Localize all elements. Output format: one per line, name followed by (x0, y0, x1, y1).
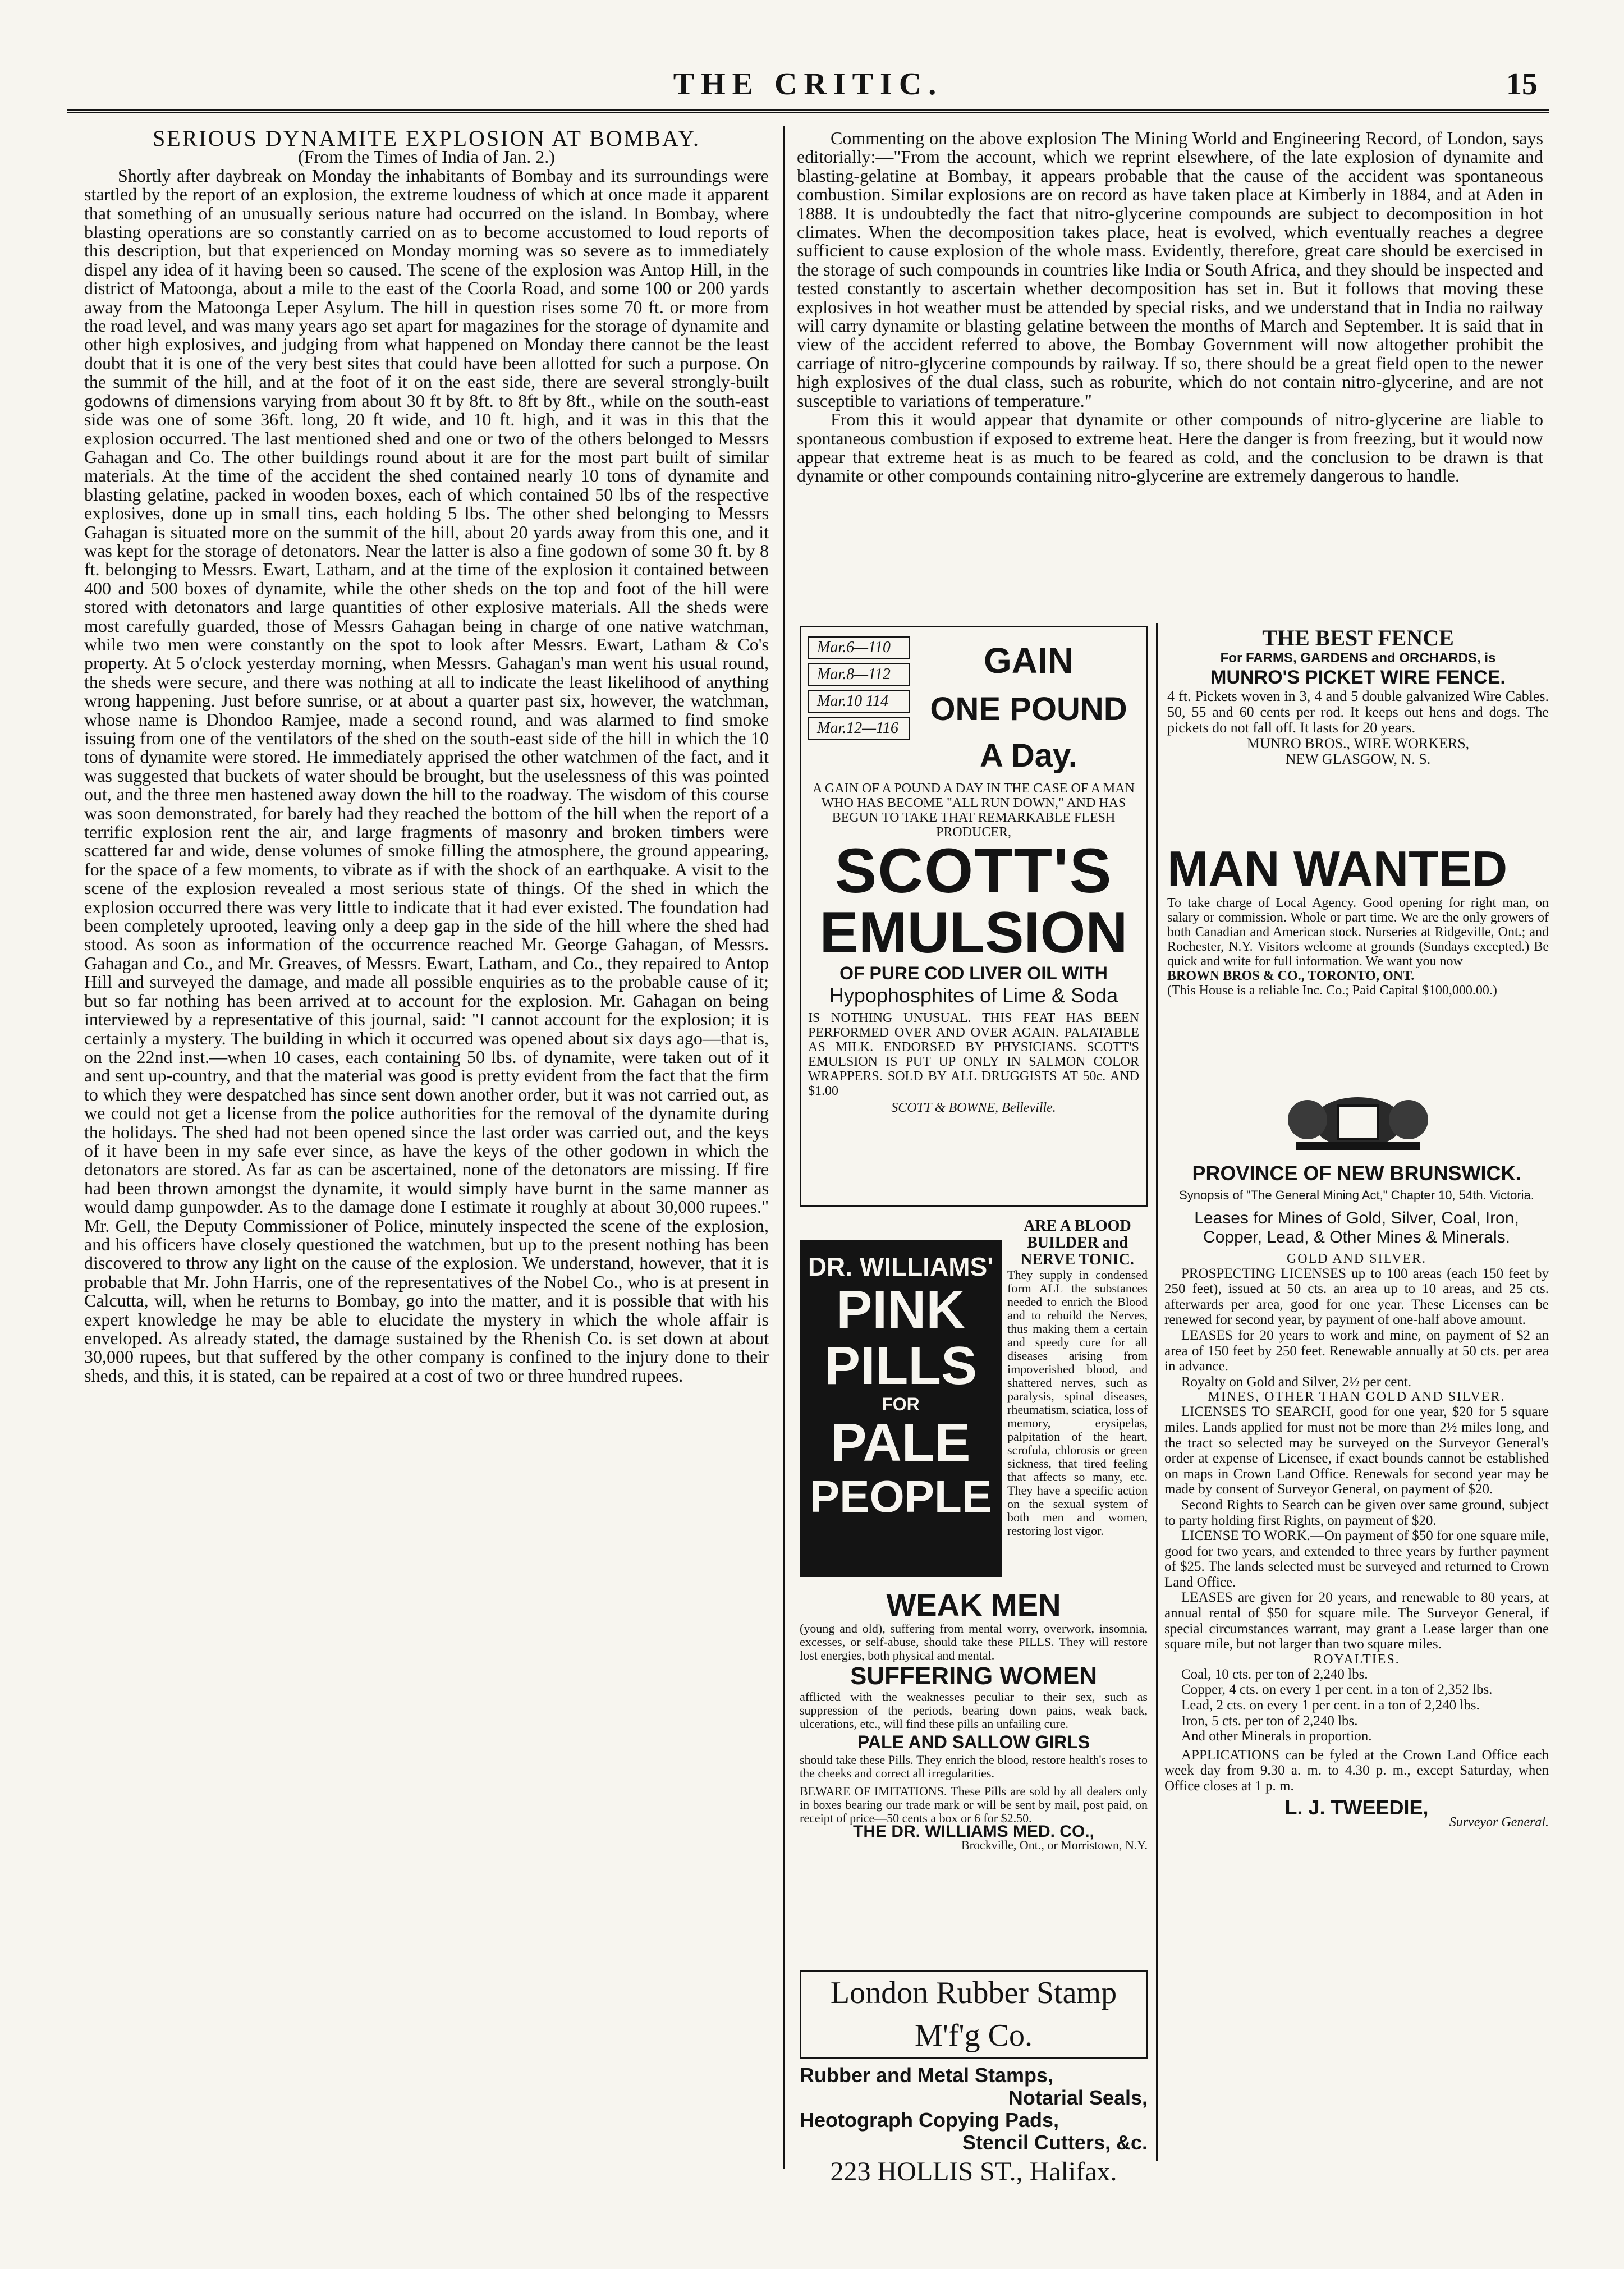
scotts-emulsion-ad: Mar.6—110 Mar.8—112 Mar.10 114 Mar.12—116 GAIN ONE POUND A Day. A GAIN OF A POUND A DAY IN THE CASE OF A MAN WHO HAS BECOME "ALL RUN DOWN," AND HAS BEGUN TO TAKE THAT REMARKABLE FLESH PRODUCER, SCOTT'S EMULSION OF PURE COD LIVER OIL WITH Hypophosphites of Lime & Soda IS NOTHING UNUSUAL. THIS FEAT HAS BEEN PERFORMED OVER AND OVER AGAIN. PALATABLE AS MILK. ENDORSED BY PHYSICIANS. SCOTT'S EMULSION IS PUT UP ONLY IN SALMON COLOR WRAPPERS. SOLD BY ALL DRUGGISTS AT 50c. AND $1.00 SCOTT & BOWNE, Belleville. (800, 626, 1148, 1207)
pills-brand-block: DR. WILLIAMS' PINK PILLS FOR PALE PEOPLE (800, 1240, 1002, 1577)
page-number: 15 (1506, 67, 1538, 102)
scotts-name: SCOTT'S (834, 836, 1113, 906)
man-wanted-ad: MAN WANTED To take charge of Local Agency. Good opening for right man, on salary or commission. Whole or part time. We are the only growers of both Canadian and American stock. Nurseries at Ridgeville, Ont.; and Rochester, N.Y. Visitors welcome at grounds (Sundays excepted.) Be quick and write for full information. We want you now BROWN BROS & CO., TORONTO, ONT. (This House is a reliable Inc. Co.; Paid Capital $100,000.00.) (1167, 841, 1549, 998)
weight-scale: Mar.6—110 Mar.8—112 Mar.10 114 Mar.12—116 (808, 634, 910, 774)
article-column-right (797, 129, 1543, 617)
article-paragraph: Shortly after daybreak on Monday the inhabitants of Bombay and its surroundings were startled by the report of an explosion, the extreme loudness of which at once made it apparent that something of an unusually serious nature had occurred on the island. In Bombay, where blasting operations are so constantly carried on as to become accustomed to loud reports of this description, but that experienced on Monday morning was so severe as to immediately dispel any idea of it having been so caused. The scene of the explosion was Antop Hill, in the district of Matoonga, about a mile to the east of the Coorla Road, and some 100 or 200 yards away from the Matoonga Leper Asylum. The hill in question rises some 70 ft. or more from the road level, and was many years ago set apart for magazines for the storage of dynamite and other high explosives, and judging from what happened on Monday there cannot be the least doubt that it is one of the very best sites that could have been allotted for such a purpose. On the summit of the hill, and at the foot of it on the east side, there are several strongly-built godowns of dimensions varying from about 30 ft by 8ft. to 8ft by 8ft., while on the south-east side was one of some 36ft. long, 20 ft wide, and 10 ft. high, and it was in this that the explosion occurred. The last mentioned shed and one or two of the others belonged to Messrs Gahagan and Co. The other buildings round about it are for the most part built of similar materials. At the time of the accident the shed contained nearly 10 tons of dynamite and blasting gelatine, packed in wooden boxes, each of which contained 50 lbs of the respective explosives, done up in small tins, each holding 5 lbs. The other shed belonging to Messrs Gahagan is situated more on the summit of the hill, about 20 yards away from this one, and it was kept for the storage of detonators. Near the latter is also a fine godown of some 30 ft. by 8 ft. belonging to Messrs. Ewart, Latham, and at the time of the explosion it contained between 400 and 500 boxes of dynamite, while the other sheds on the top and foot of the hill were stored with detonators and large quantities of other explosive materials. All the sheds were most carefully guarded, those of Messrs Gahagan being in charge of one native watchman, while two men were constantly on the spot to look after Messrs. Ewart, Latham & Co's property. At 5 o'clock yesterday morning, when Messrs. Gahagan's man went his usual round, the sheds were secure, and there was nothing at all to indicate the least likelihood of anything wrong happening. Just before sunrise, or at about a quarter past six, however, the watchman, whose name is Dhondoo Ramjee, made a second round, and was alarmed to find smoke issuing from one of the ventilators of the shed on the south-east side of the hill in which the 10 tons of dynamite were stored. He immediately apprised the other watchmen of the fact, and it was suggested that buckets of water should be brought, but the uselessness of this was pointed out, and the three men hastened away down the hill to the roadway. The wisdom of this course was soon demonstrated, for barely had they reached the bottom of the hill when the report of a terrific explosion rent the air, and large fragments of masonry and broken timbers were scattered far and wide, dense volumes of smoke filling the atmosphere, the ground appearing, for the space of a few moments, to vibrate as if with the shock of an earthquake. A visit to the scene of the explosion revealed a most serious state of things. Of the shed in which the explosion occurred there was very little to indicate that it had ever existed. The foundation had been completely uprooted, leaving only a deep gap in the side of the hill where the shed had stood. As soon as information of the occurrence reached Mr. George Gahagan, of Messrs. Gahagan and Co., and Mr. Greaves, of Messrs. Ewart, Latham, and Co., they repaired to Antop Hill and surveyed the damage, and made all possible enquiries as to the probable cause of it; but so far nothing has been arrived at to account for the explosion. Mr. Gahagan on being interviewed by a representative of this journal, said: "I cannot account for the explosion; it is certainly a mystery. The building in which it occurred was opened about six days ago—that is, on the 22nd inst.—when 10 cases, each containing 50 lbs. of dynamite, were taken out of it and sent up-country, and that the material was good is pretty evident from the fact that the firm to which they were despatched has since sent down another order, but it was not carried out, as we could not get a license from the police authorities for the removal of the dynamite during the holidays. The shed had not been opened since the last order was carried out, and the keys of it have been in my safe ever since, as have the keys of the other godown in which the detonators are stored. As far as can be ascertained, none of the detonators are missing. If fire had been thrown amongst the dynamite, it would simply have burnt in the same manner as would damp gunpowder. As to the damage done I estimate it roughly at about 30,000 rupees." Mr. Gell, the Deputy Commissioner of Police, minutely inspected the scene of the explosion, and his officers have closely questioned the watchmen, but up to the present nothing has been discovered to throw any light on the cause of the explosion. We understand, however, that it is probable that Mr. John Harris, one of the representatives of the Nobel Co., who is at present in Calcutta, will, when he returns to Bombay, go into the matter, and it is possible that with his expert knowledge he may be able to elucidate the mystery in which the whole affair is enveloped. As already stated, the damage sustained by the Rhenish Co. is set down at about 30,000 rupees, but that suffered by the other company is confined to the injury done to their sheds, and this, it is stated, can be repaired at a cost of two or three hundred rupees. (84, 165, 769, 1386)
article-paragraph: From this it would appear that dynamite or other compounds of nitro-glycerine are liable to spontaneous combustion if exposed to extreme heat. Here the danger is from freezing, but it would now appear that extreme heat is as much to be feared as cold, and the conclusion to be drawn is that dynamite or other compounds containing nitro-glycerine are extremely dangerous to handle. (797, 409, 1543, 486)
ad-divider (1156, 623, 1158, 2161)
page-header (67, 62, 1549, 107)
fence-ad: THE BEST FENCE For FARMS, GARDENS and ORCHARDS, is MUNRO'S PICKET WIRE FENCE. 4 ft. Pickets woven in 3, 4 and 5 double galvanized Wire Cables. 50, 55 and 60 cents per rod. It keeps out hens and dogs. The pickets do not fall off. It lasts for 20 years. MUNRO BROS., WIRE WORKERS, NEW GLASGOW, N. S. (1167, 625, 1549, 767)
article-source: (From the Times of India of Jan. 2.) (298, 146, 555, 167)
newspaper-title: THE CRITIC. (673, 67, 943, 102)
column-divider (783, 126, 785, 2169)
rubber-stamp-ad: London Rubber Stamp M'f'g Co. Rubber and Metal Stamps, Notarial Seals, Heotograph Copying Pads, Stencil Cutters, &c. 223 HOLLIS ST., Halifax. (800, 1970, 1148, 2161)
article-column-left (84, 129, 769, 2161)
article-paragraph: Commenting on the above explosion The Mining World and Engineering Record, of London, says editorially:—"From the account, which we reprint elsewhere, of the late explosion of dynamite and blasting-gelatine at Bombay, it appears probable that the cause of the accident was spontaneous combustion. Similar explosions are on record as have taken place at Kimberly in 1884, and at Aden in 1888. It is undoubtedly the fact that nitro-glycerine compounds are subject to decomposition in hot climates. When the decomposition takes place, heat is evolved, which eventually reaches a degree sufficient to cause explosion of the whole mass. Evidently, therefore, great care should be exercised in the storage of such compounds in countries like India or South Africa, and they should be inspected and tested constantly to ascertain whether decomposition has set in. But it follows that moving these explosives in hot weather must be attended by special risks, and we understand that in India no railway will carry dynamite or blasting gelatine between the months of March and September. It is said that in view of the accident referred to above, the Bombay Government will now altogether prohibit the carriage of nitro-glycerine compounds by railway. If so, there should be a great field open to the newer high explosives of the dual class, such as roburite, which do not contain nitro-glycerine, and are not susceptible to variations of temperature." (797, 129, 1543, 411)
pink-pills-ad: DR. WILLIAMS' PINK PILLS FOR PALE PEOPLE ARE A BLOOD BUILDER and NERVE TONIC. They supply in condensed form ALL the substances needed to enrich the Blood and to rebuild the Nerves, thus making them a certain and speedy cure for all diseases arising from impoverished blood, and shattered nerves, such as paralysis, spinal diseases, rheumatism, sciatica, loss of memory, erysipelas, palpitation of the heart, scrofula, chlorosis or green sickness, that tired feeling that affects so many, etc. They have a specific action on the sexual system of both men and women, restoring lost vigor. WEAK MEN (young and old), suffering from mental worry, overwork, insomnia, excesses, or self-abuse, should take these PILLS. They will restore lost energies, both physical and mental. SUFFERING WOMEN afflicted with the weaknesses peculiar to their sex, such as suppression of the periods, bearing down pains, weak back, ulcerations, etc., will find these pills an unfailing cure. PALE AND SALLOW GIRLS should take these Pills. They enrich the blood, restore health's roses to the cheeks and correct all irregularities. BEWARE OF IMITATIONS. These Pills are sold by all dealers only in boxes bearing our trade mark or will be sent by mail, post paid, on receipt of price—50 cents a box or 6 for $2.50. THE DR. WILLIAMS MED. CO., Brockville, Ont., or Morristown, N.Y. (800, 1217, 1148, 1852)
coat-of-arms-icon (1274, 1083, 1442, 1156)
mining-act-ad: PROVINCE OF NEW BRUNSWICK. Synopsis of "The General Mining Act," Chapter 10, 54th. Victoria. Leases for Mines of Gold, Silver, Coal, Iron, Copper, Lead, & Other Mines & Minerals. GOLD AND SILVER. PROSPECTING LICENSES up to 100 areas (each 150 feet by 250 feet), issued at 50 cts. an area up to 10 areas, and 25 cts. afterwards per area, good for one year. These Licenses can be renewed for second year, by payment of one-half above amount. LEASES for 20 years to work and mine, on payment of $2 an area of 150 feet by 250 feet. Renewable annually at 50 cts. per area in advance. Royalty on Gold and Silver, 2½ per cent. MINES, OTHER THAN GOLD AND SILVER. LICENSES TO SEARCH, good for one year, $20 for 5 square miles. Lands applied for must not be more than 2½ miles long, and the tract so selected may be surveyed on the Surveyor General's order at expense of Licensee, if exact bounds cannot be established on maps in Crown Land Office. Renewals for second year may be made by consent of Surveyor General, on payment of $20. Second Rights to Search can be given over same ground, subject to party holding first Rights, on payment of $20. LICENSE TO WORK.—On payment of $50 for one square mile, good for two years, and extended to three years by further payment of $25. The lands selected must be surveyed and returned to Crown Land Office. LEASES are given for 20 years, and renewable to 80 years, at annual rental of $50 for square mile. The Surveyor General, if special circumstances warrant, may grant a Lease larger than one square mile, but not larger than two square miles. ROYALTIES. Coal, 10 cts. per ton of 2,240 lbs. Copper, 4 cts. on every 1 per cent. in a ton of 2,352 lbs. Lead, 2 cts. on every 1 per cent. in a ton of 2,240 lbs. Iron, 5 cts. per ton of 2,240 lbs. And other Minerals in proportion. APPLICATIONS can be fyled at the Crown Land Office each week day from 9.30 a. m. to 4.30 p. m., except Saturday, when Office closes at 1 p. m. L. J. TWEEDIE, Surveyor General. (1164, 1162, 1549, 1830)
article-headline: SERIOUS DYNAMITE EXPLOSION AT BOMBAY. (153, 129, 700, 151)
emulsion-name: EMULSION (819, 900, 1128, 965)
header-rule (67, 109, 1549, 113)
